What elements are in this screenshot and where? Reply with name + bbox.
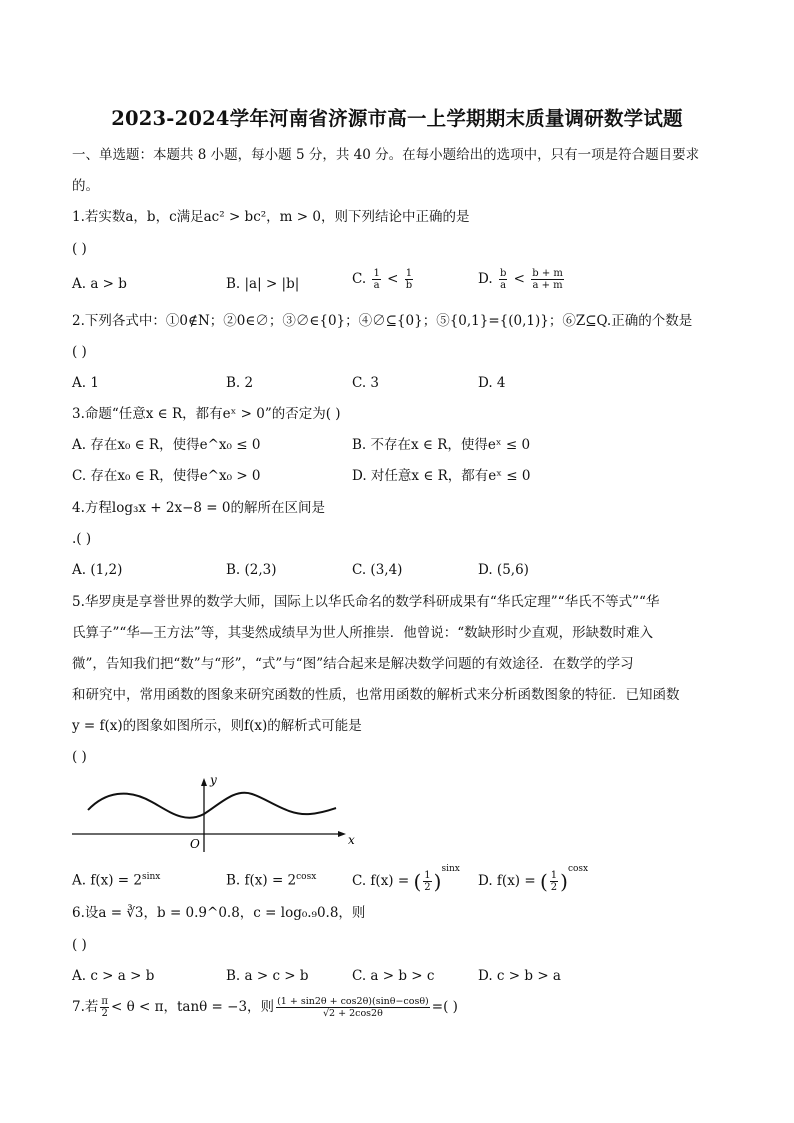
q5-option-b xyxy=(226,868,316,890)
question-4-blank: .( ) xyxy=(72,531,92,547)
fraction: $\frac{b + m}{a + m}$ xyxy=(532,268,563,291)
q5-option-a-text: A. f(x) = 2 xyxy=(72,872,142,889)
q1-option-c-label: C. xyxy=(352,271,367,287)
q7-expression: $\frac{(1 + \sin 2\theta + \cos 2\theta)(\sin\theta-\cos\theta)}{√2 + 2\cos 2\theta}$ xyxy=(277,996,429,1019)
q4-option-d: D. (5,6) xyxy=(478,562,529,578)
question-5-blank: ( ) xyxy=(72,749,87,765)
section-heading: 一、单选题：本题共 8 小题，每小题 5 分，共 40 分。在每小题给出的选项中，只有一项是符合题目要求 xyxy=(72,147,700,163)
fraction: $\frac{1}{b}$ xyxy=(405,268,413,291)
section-heading-cont: 的。 xyxy=(72,178,99,194)
fraction: $\frac{1}{2}$ xyxy=(550,870,558,893)
q6-option-c: C. a > b > c xyxy=(352,968,435,984)
x-axis-arrow xyxy=(338,831,346,837)
q3-option-a: A. 存在x₀ ∈ R，使得e^x₀ ≤ 0 xyxy=(72,437,261,453)
exponent: cosx xyxy=(567,864,589,874)
question-1-stem: 1.若实数a，b，c满足ac² > bc²，m > 0，则下列结论中正确的是 xyxy=(72,209,470,225)
q3-option-b: B. 不存在x ∈ R，使得eˣ ≤ 0 xyxy=(352,437,531,453)
fraction: $\frac{b}{a}$ xyxy=(499,268,507,291)
exponent: sinx xyxy=(141,872,161,882)
exponent: sinx xyxy=(441,864,460,874)
q2-option-b: B. 2 xyxy=(226,375,254,391)
question-4-stem: 4.方程log₃x + 2x−8 = 0的解所在区间是 xyxy=(72,500,325,516)
fraction-pi-over-2: $\frac{\pi}{2}$ xyxy=(101,996,108,1019)
question-5-line2: 氏算子”“华—王方法”等，其斐然成绩早为世人所推崇．他曾说：“数缺形时少直观，形缺数时难入 xyxy=(72,625,654,641)
q6-option-b: B. a > c > b xyxy=(226,968,309,984)
q1-option-c xyxy=(352,268,415,291)
q5-option-c: C. f(x) = ( $\frac{1}{2}$ )$^{sinx}$ xyxy=(352,864,460,894)
y-axis-arrow xyxy=(201,778,207,786)
page-title: 2023-2024学年河南省济源市高一上学期期末质量调研数学试题 xyxy=(111,107,683,130)
question-2-blank: ( ) xyxy=(72,344,87,360)
q7-prefix: 7.若 xyxy=(72,999,99,1015)
question-6-stem: 6.设a = ∛3，b = 0.9^0.8，c = log₀.₉0.8，则 xyxy=(72,905,366,921)
q5-option-d: D. f(x) = ( $\frac{1}{2}$ )$^{cosx}$ xyxy=(478,864,589,894)
origin-label: O xyxy=(190,837,200,851)
q1-option-d-label: D. xyxy=(478,271,493,287)
question-5-line3: 微”，告知我们把“数”与“形”，“式”与“图”结合起来是解决数学问题的有效途径．在数学的学习 xyxy=(72,656,634,672)
q7-condition: < θ < π，tanθ = −3，则 xyxy=(110,999,275,1015)
q4-option-b: B. (2,3) xyxy=(226,562,277,578)
less-than: < xyxy=(513,271,525,287)
q3-option-d: D. 对任意x ∈ R，都有eˣ ≤ 0 xyxy=(352,468,531,484)
q1-option-d xyxy=(478,268,566,291)
question-5-line1: 5.华罗庚是享誉世界的数学大师，国际上以华氏命名的数学科研成果有“华氏定理”“华氏不等式”“华 xyxy=(72,594,660,610)
question-1-blank: ( ) xyxy=(72,241,87,257)
fraction: $\frac{1}{a}$ xyxy=(373,268,380,291)
q6-option-a: A. c > a > b xyxy=(72,968,155,984)
question-3-stem: 3.命题“任意x ∈ R，都有eˣ > 0”的否定为( ) xyxy=(72,406,341,422)
less-than: < xyxy=(387,271,399,287)
q2-option-d: D. 4 xyxy=(478,375,506,391)
q5-option-a xyxy=(72,868,160,890)
q7-blank: =( ) xyxy=(431,999,458,1015)
y-axis-label: y xyxy=(210,773,217,787)
q3-option-c: C. 存在x₀ ∈ R，使得e^x₀ > 0 xyxy=(72,468,261,484)
q2-option-c: C. 3 xyxy=(352,375,380,391)
q6-option-d: D. c > b > a xyxy=(478,968,561,984)
question-5-line5: y = f(x)的图象如图所示，则f(x)的解析式可能是 xyxy=(72,718,362,734)
question-5-line4: 和研究中，常用函数的图象来研究函数的性质，也常用函数的解析式来分析函数图象的特征．已知函数 xyxy=(72,687,680,703)
q5-option-c-text: C. f(x) = xyxy=(352,873,410,889)
q4-option-c: C. (3,4) xyxy=(352,562,403,578)
question-7-stem xyxy=(72,996,458,1019)
exponent: cosx xyxy=(296,872,317,882)
q5-option-b-text: B. f(x) = 2 xyxy=(226,872,297,889)
x-axis-label: x xyxy=(348,833,355,847)
q2-option-a: A. 1 xyxy=(72,375,99,391)
q1-option-a: A. a > b xyxy=(72,276,127,292)
fraction: $\frac{1}{2}$ xyxy=(424,870,431,893)
q4-option-a: A. (1,2) xyxy=(72,562,123,578)
question-6-blank: ( ) xyxy=(72,937,87,953)
function-graph xyxy=(70,772,360,854)
q1-option-b: B. |a| > |b| xyxy=(226,276,300,292)
function-curve xyxy=(88,793,336,818)
question-2-stem: 2.下列各式中：①0∉N；②0∈∅；③∅∈{0}；④∅⊆{0}；⑤{0,1}={(0,1)}；⑥Z⊆Q.正确的个数是 xyxy=(72,313,693,329)
q5-option-d-text: D. f(x) = xyxy=(478,873,536,889)
